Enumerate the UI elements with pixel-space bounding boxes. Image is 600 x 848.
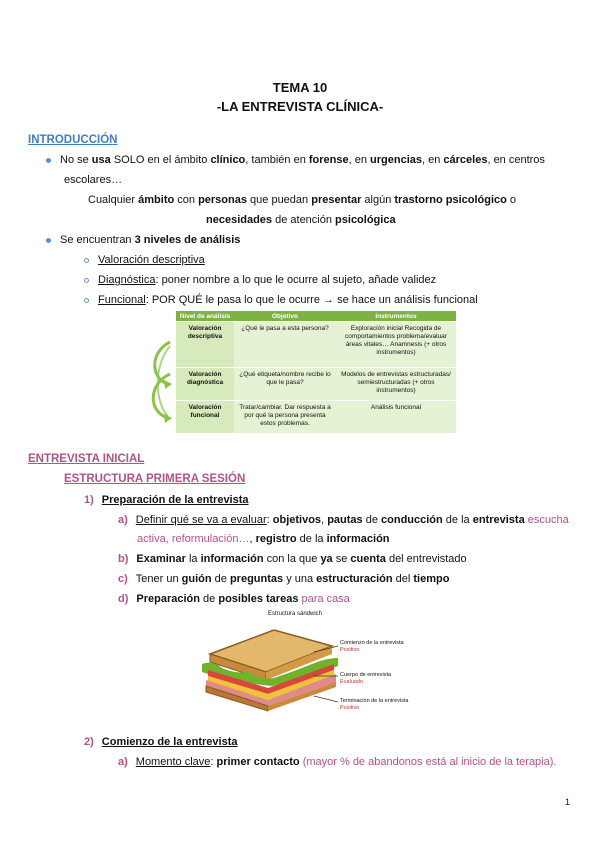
table-row	[176, 368, 456, 401]
table-cell: Exploración inicial Recogida de comportamientos problema/evaluar áreas vitales… Anamnesis (+ otros instrumentos)	[336, 322, 456, 368]
sub-bullet-circle	[84, 258, 89, 263]
inicial-heading: ENTREVISTA INICIAL	[28, 453, 145, 465]
sub-bullet-circle	[84, 278, 89, 283]
sandwich-title: Estructura sándwich	[268, 611, 323, 617]
table-header: Nivel de análisis	[176, 311, 234, 322]
table-cell: Valoración descriptiva	[176, 322, 234, 368]
page-number: 1	[565, 797, 571, 807]
sandwich-label-middle: Cuerpo de entrevista Evaluado	[340, 672, 392, 685]
bullet-dot	[46, 158, 51, 163]
bullet-1-cont: escolares…	[64, 174, 123, 186]
title-topic: TEMA 10	[272, 80, 328, 95]
item-d: d) Preparación de posibles tareas para casa	[118, 593, 350, 605]
table-cell: ¿Qué le pasa a esta persona?	[234, 322, 336, 368]
step-2: 2) Comienzo de la entrevista	[84, 736, 238, 748]
item-c: c) Tener un guión de preguntas y una estructuración del tiempo	[118, 573, 450, 585]
sub-bullet-circle	[84, 298, 89, 303]
table-row	[176, 401, 456, 433]
cycle-arrows-icon	[146, 318, 176, 426]
table-cell: ¿Qué etiqueta/nombre recibe lo que le pasa?	[234, 368, 336, 401]
bullet-dot	[46, 238, 51, 243]
bullet-2: Se encuentran 3 niveles de análisis	[46, 233, 240, 248]
table-header: Objetivo	[234, 311, 336, 322]
item-step2-a: a) Momento clave: primer contacto (mayor % de abandonos está al inicio de la terapia).	[118, 756, 557, 768]
item-b: b) Examinar la información con la que ya se cuenta del entrevistado	[118, 553, 467, 565]
step-1: 1) Preparación de la entrevista	[84, 494, 249, 506]
title-subject: -LA ENTREVISTA CLÍNICA-	[216, 99, 384, 114]
table-row	[176, 322, 456, 368]
table-cell: Modelos de entrevistas estructuradas/ semiestructuradas (+ otros instrumentos)	[336, 368, 456, 401]
sandwich-pointer-lines	[312, 638, 342, 708]
intro-centered-2: necesidades de atención psicológica	[206, 214, 396, 226]
bullet-1: No se usa SOLO en el ámbito clínico, también en forense, en urgencias, en cárceles, en centros	[46, 153, 545, 168]
sub-bullet-2: Diagnóstica: poner nombre a lo que le ocurre al sujeto, añade validez	[84, 273, 436, 288]
analysis-levels-table	[176, 311, 456, 433]
sandwich-label-bottom: Terminación de la entrevista Positivo	[340, 698, 409, 711]
sub-bullet-3: Funcional: POR QUÉ le pasa lo que le ocurre → se hace un análisis funcional	[84, 293, 478, 308]
intro-centered-1: Cualquier ámbito con personas que puedan presentar algún trastorno psicológico o	[88, 194, 517, 206]
sandwich-label-top: Comienzo de la entrevista Positivo	[340, 640, 404, 653]
item-a-cont: activa, reformulación…, registro de la información	[137, 533, 390, 545]
sub-bullet-1: Valoración descriptiva	[84, 253, 205, 268]
table-cell: Análisis funcional	[336, 401, 456, 433]
table-header: Instrumentos	[336, 311, 456, 322]
table-cell: Tratar/cambiar. Dar respuesta a por qué la persona presenta estos problemas.	[234, 401, 336, 433]
table-cell: Valoración diagnóstica	[176, 368, 234, 401]
table-cell: Valoración funcional	[176, 401, 234, 433]
inicial-subheading: ESTRUCTURA PRIMERA SESIÓN	[64, 473, 246, 485]
intro-heading: INTRODUCCIÓN	[28, 134, 118, 146]
item-a: a) Definir qué se va a evaluar: objetivos, pautas de conducción de la entrevista escucha	[118, 514, 569, 526]
